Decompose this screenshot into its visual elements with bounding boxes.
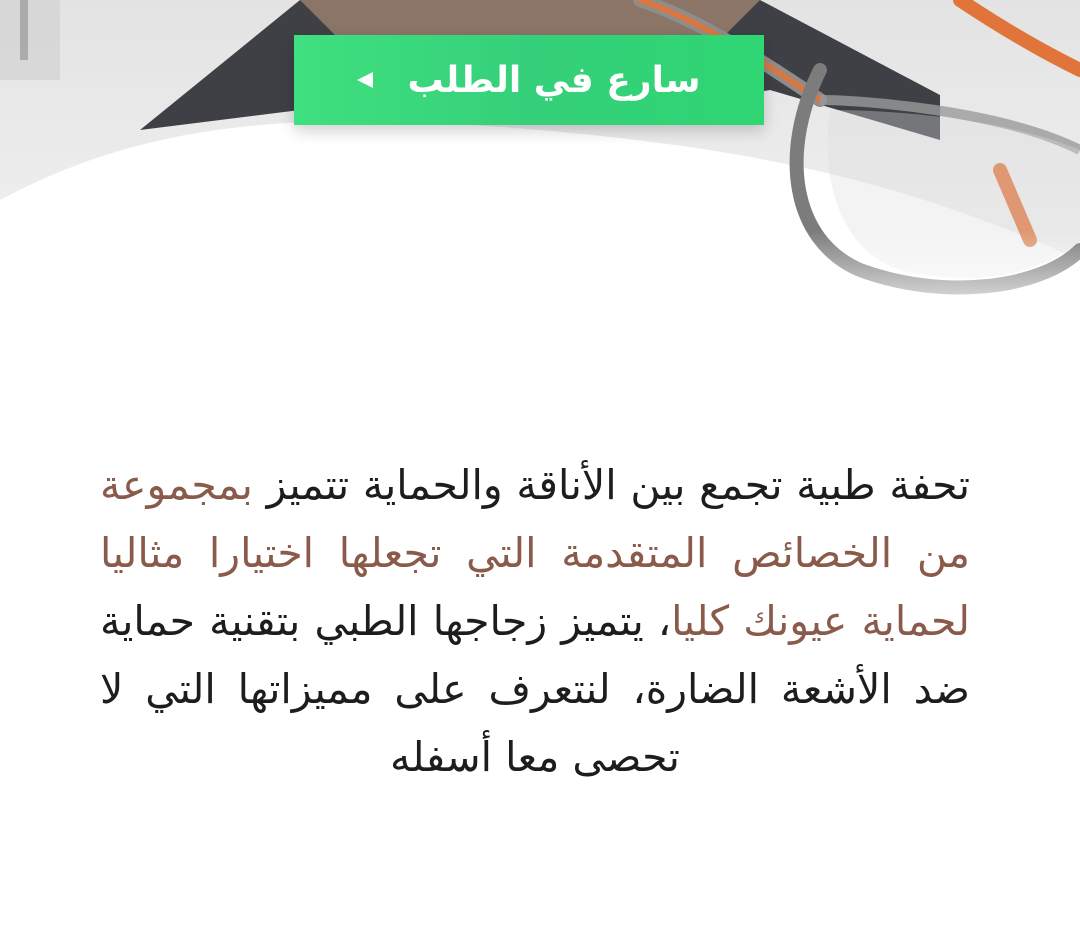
order-now-button[interactable]	[294, 35, 764, 125]
order-now-label: سارع في الطلب	[407, 59, 701, 101]
description-part-1: تحفة طبية تجمع بين الأناقة والحماية تتميز	[252, 461, 970, 509]
play-left-arrow-icon	[357, 72, 373, 88]
description-part-3: ، يتميز زجاجها الطبي بتقنية حماية ضد الأشعة الضارة، لنتعرف على مميزاتها التي لا تحصى معا أسفله	[100, 597, 970, 781]
description-highlight: بمجموعة من الخصائص المتقدمة التي تجعلها اختيارا مثاليا لحماية عيونك كليا	[100, 461, 970, 645]
product-description	[100, 451, 970, 791]
